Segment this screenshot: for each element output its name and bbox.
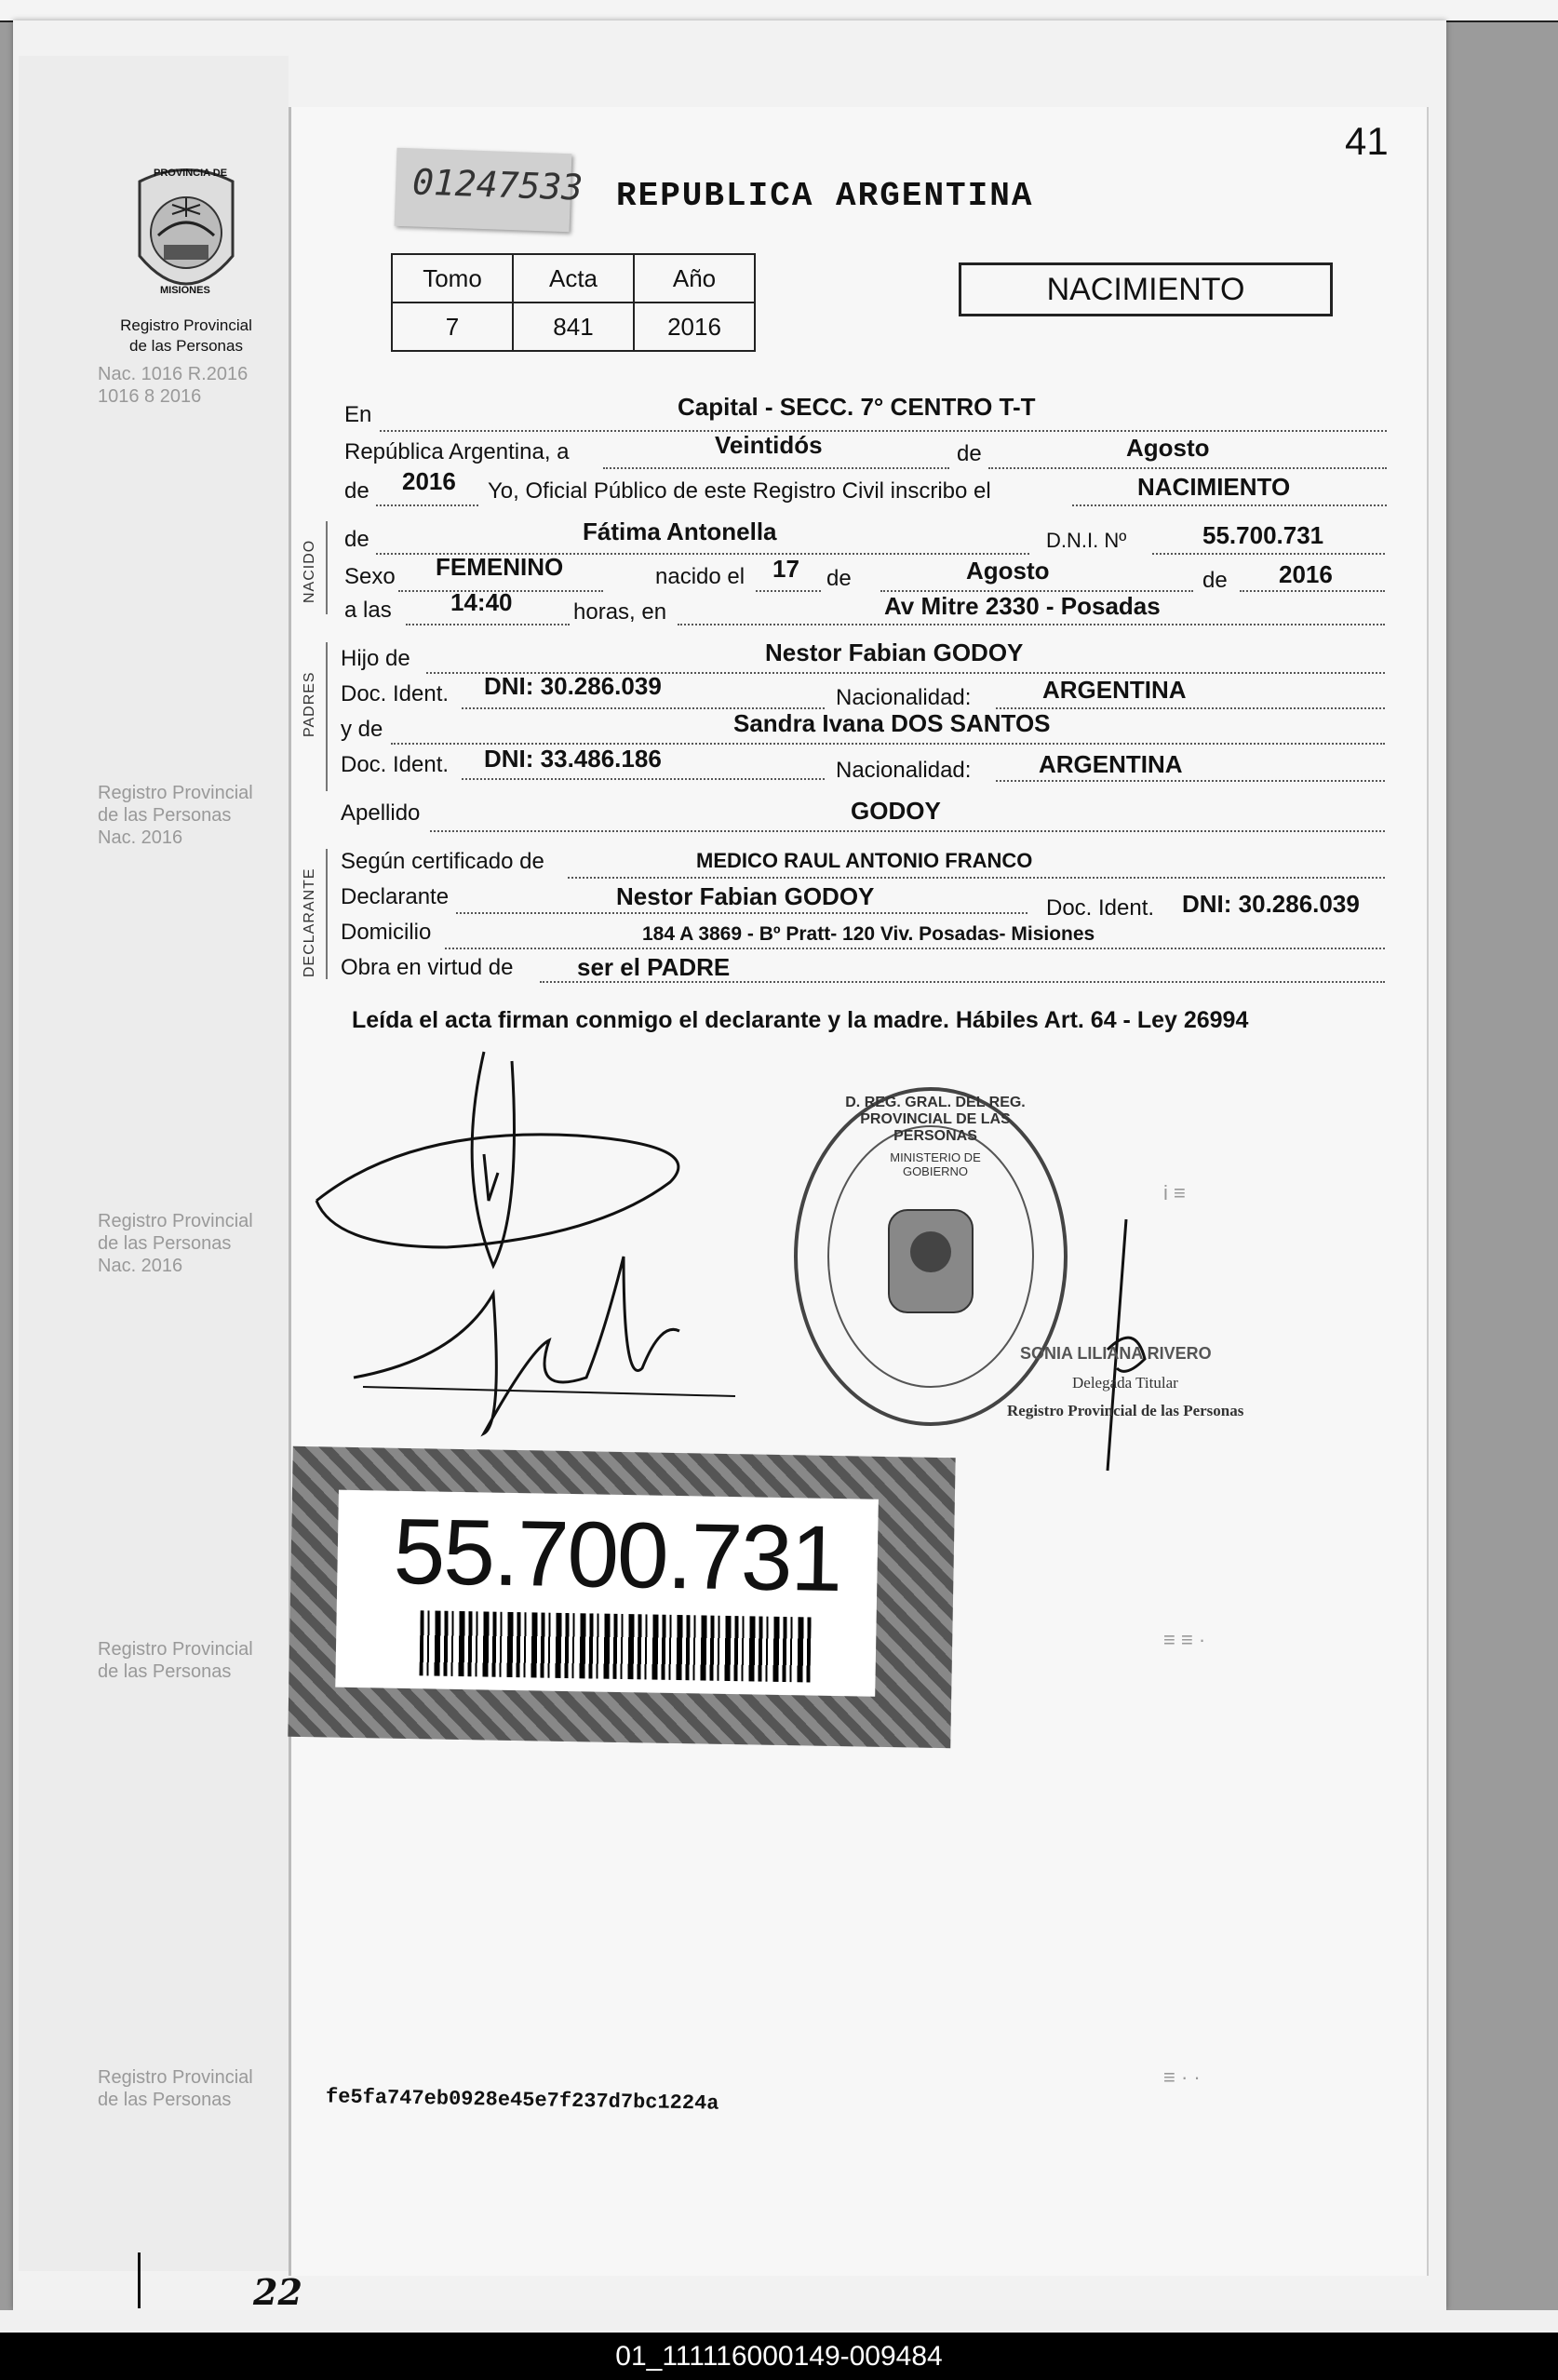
de-label-2: de [344, 478, 369, 504]
top-edge [0, 0, 1558, 22]
mother-signature [344, 1238, 754, 1461]
registry-line1: Registro Provincial [120, 316, 252, 334]
stamp-inner-text: MINISTERIO DE GOBIERNO [890, 1150, 981, 1178]
seal-text-top: PROVINCIA DE [154, 168, 228, 179]
handwritten-page-number: 22 [253, 2271, 302, 2313]
barcode-icon [419, 1610, 811, 1682]
hora-value: 14:40 [450, 588, 513, 616]
tome-value-tomo: 7 [392, 303, 513, 351]
nombre-label: de [344, 527, 369, 552]
sexo-label: Sexo [344, 564, 396, 589]
padre-doc-label: Doc. Ident. [341, 681, 450, 706]
bleed-through-text: Registro Provincial de las Personas [98, 2067, 253, 2110]
seal-text-bottom: MISIONES [160, 285, 210, 296]
anio-value: 2016 [402, 467, 456, 495]
faint-annotation: ≡ · · [1163, 2065, 1201, 2089]
official-name: SONIA LILIANA RIVERO [1020, 1344, 1212, 1363]
dni-label: D.N.I. Nº [1046, 529, 1127, 552]
declarante-doc-label: Doc. Ident. [1046, 895, 1155, 921]
nacido-dia: 17 [772, 555, 799, 583]
padre-nac: ARGENTINA [1042, 676, 1187, 704]
tome-header-tomo: Tomo [392, 254, 513, 303]
registry-line2: de las Personas [129, 337, 243, 355]
official-registry: Registro Provincial de las Personas [1007, 1402, 1244, 1419]
en-value: Capital - SECC. 7° CENTRO T-T [678, 393, 1036, 421]
lugar-value: Av Mitre 2330 - Posadas [884, 592, 1161, 620]
dni-value: 55.700.731 [1202, 521, 1324, 549]
padre-value: Nestor Fabian GODOY [765, 639, 1024, 666]
de-label: de [957, 441, 982, 466]
nombre-value: Fátima Antonella [583, 518, 777, 545]
barcode-sticker [288, 1446, 955, 1748]
declarante-divider [326, 849, 328, 979]
padres-divider [326, 642, 328, 791]
nacido-label: nacido el [655, 564, 745, 589]
nacido-mes: Agosto [966, 557, 1050, 585]
nacido-de2: de [1202, 568, 1228, 593]
nacido-de1: de [826, 566, 852, 591]
closing-text: Leída el acta firman conmigo el declarante y la madre. Hábiles Art. 64 - Ley 26994 [352, 1007, 1249, 1033]
madre-nac-label: Nacionalidad: [836, 758, 972, 783]
faint-annotation: ≡ ≡ · [1163, 1628, 1206, 1651]
republica-label: República Argentina, a [344, 439, 570, 464]
country-title: REPUBLICA ARGENTINA [616, 177, 1034, 215]
bleed-through-text: Registro Provincial de las Personas [98, 1639, 253, 1682]
acta-value: NACIMIENTO [1137, 473, 1291, 501]
tome-header-anio: Año [634, 254, 755, 303]
margin-tick [138, 2252, 141, 2308]
obra-label: Obra en virtud de [341, 955, 514, 980]
padres-side-label: PADRES [302, 671, 317, 737]
page-number: 41 [1345, 119, 1389, 163]
apellido-value: GODOY [851, 797, 941, 825]
dia-value: Veintidós [715, 431, 823, 459]
oficial-text: Yo, Oficial Público de este Registro Civil inscribo el [488, 478, 991, 504]
serial-stamp: 01247533 [411, 161, 584, 208]
declarante-value: Nestor Fabian GODOY [616, 882, 875, 910]
act-type-box: NACIMIENTO [959, 262, 1333, 316]
nacido-side-label: NACIDO [302, 539, 317, 603]
barcode-label-area [335, 1490, 879, 1697]
serial-stamp-label [395, 148, 584, 233]
domicilio-value: 184 A 3869 - Bº Pratt- 120 Viv. Posadas- Misiones [642, 923, 1095, 945]
faint-annotation: i ≡ [1163, 1181, 1186, 1204]
barcode-number: 55.700.731 [392, 1499, 842, 1612]
declarante-side-label: DECLARANTE [302, 867, 317, 977]
document-hash: fe5fa747eb0928e45e7f237d7bc1224a [325, 2085, 719, 2116]
declarante-doc: DNI: 30.286.039 [1182, 890, 1360, 918]
footer-id-bar: 01_111116000149-009484 [0, 2333, 1558, 2380]
tome-header-acta: Acta [513, 254, 634, 303]
certificado-value: MEDICO RAUL ANTONIO FRANCO [696, 849, 1033, 872]
domicilio-label: Domicilio [341, 920, 432, 945]
madre-nac: ARGENTINA [1039, 750, 1183, 778]
sexo-value: FEMENINO [436, 553, 564, 581]
horas-en-label: horas, en [573, 599, 667, 625]
madre-doc: DNI: 33.486.186 [484, 745, 662, 773]
declarante-label: Declarante [341, 884, 450, 909]
hijo-label: Hijo de [341, 646, 410, 671]
obra-value: ser el PADRE [577, 953, 731, 981]
nacido-anio: 2016 [1279, 560, 1333, 588]
official-title: Delegada Titular [1072, 1374, 1178, 1392]
madre-value: Sandra Ivana DOS SANTOS [733, 709, 1051, 737]
bleed-through-text: Nac. 1016 R.2016 1016 8 2016 [98, 364, 248, 407]
bleed-through-text: Registro Provincial de las Personas Nac. 2016 [98, 1211, 253, 1276]
stamp-ring-text: D. REG. GRAL. DEL REG. PROVINCIAL DE LAS PERSONAS [845, 1095, 1026, 1144]
left-margin-strip [19, 56, 289, 2271]
tome-value-acta: 841 [513, 303, 634, 351]
madre-doc-label: Doc. Ident. [341, 752, 450, 777]
alas-label: a las [344, 598, 392, 623]
en-label: En [344, 402, 372, 427]
padre-nac-label: Nacionalidad: [836, 685, 972, 710]
certificado-label: Según certificado de [341, 849, 544, 874]
padre-doc: DNI: 30.286.039 [484, 672, 662, 700]
nacido-divider [326, 521, 328, 614]
tome-table [391, 253, 756, 352]
yde-label: y de [341, 717, 383, 742]
apellido-label: Apellido [341, 800, 421, 826]
mes-value: Agosto [1126, 434, 1210, 462]
bleed-through-text: Registro Provincial de las Personas Nac. 2016 [98, 783, 253, 848]
tome-value-anio: 2016 [634, 303, 755, 351]
